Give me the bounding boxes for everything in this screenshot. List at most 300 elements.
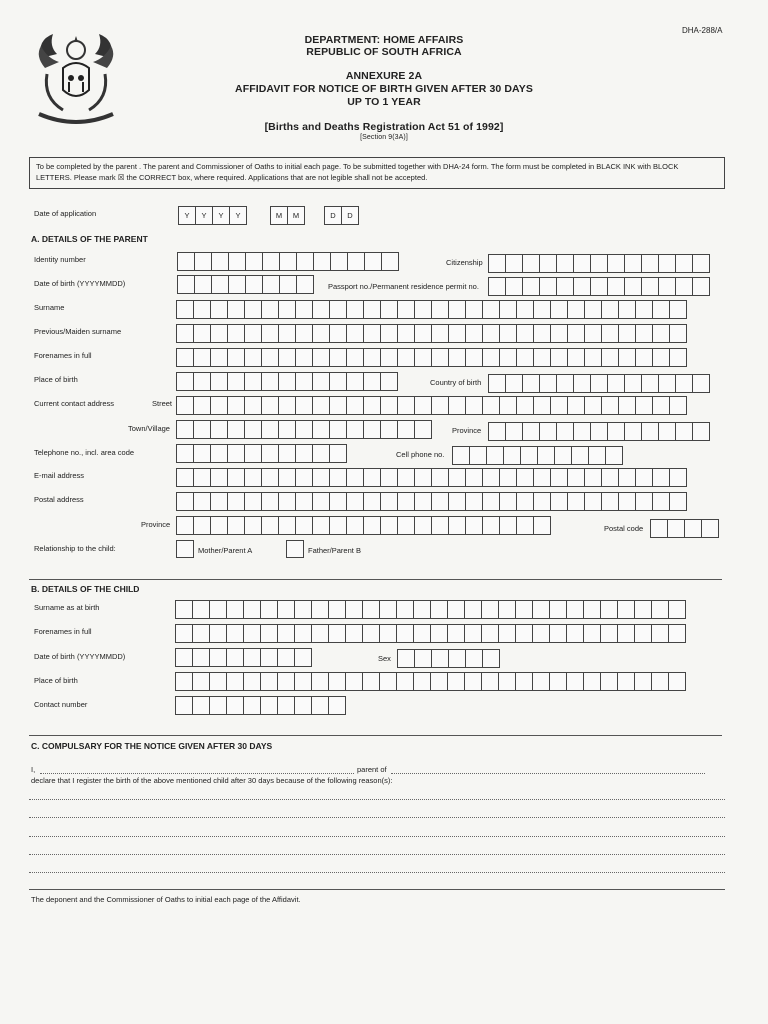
char-box[interactable]: [294, 648, 312, 667]
char-box[interactable]: [675, 254, 693, 273]
char-box[interactable]: [635, 348, 653, 367]
char-box[interactable]: [505, 277, 523, 296]
char-box[interactable]: [210, 324, 228, 343]
char-box[interactable]: [227, 468, 245, 487]
char-box[interactable]: [176, 348, 194, 367]
char-box[interactable]: [329, 300, 347, 319]
char-box[interactable]: [209, 624, 227, 643]
char-box[interactable]: [515, 672, 533, 691]
char-box[interactable]: [624, 277, 642, 296]
char-box[interactable]: [607, 254, 625, 273]
char-box[interactable]: [362, 600, 380, 619]
char-box[interactable]: [590, 422, 608, 441]
char-box[interactable]: [431, 324, 449, 343]
char-box[interactable]: [243, 624, 261, 643]
char-box[interactable]: [675, 277, 693, 296]
char-box[interactable]: [430, 672, 448, 691]
char-box[interactable]: [244, 396, 262, 415]
char-box[interactable]: [243, 600, 261, 619]
char-box[interactable]: [465, 396, 483, 415]
reason-line[interactable]: [29, 854, 725, 855]
char-box[interactable]: [516, 468, 534, 487]
char-box[interactable]: [363, 492, 381, 511]
child-forenames-boxes[interactable]: [175, 624, 686, 643]
char-box[interactable]: [311, 696, 329, 715]
char-box[interactable]: [209, 600, 227, 619]
char-box[interactable]: [193, 444, 211, 463]
char-box[interactable]: [482, 324, 500, 343]
char-box[interactable]: [505, 422, 523, 441]
char-box[interactable]: [600, 672, 618, 691]
char-box[interactable]: [295, 372, 313, 391]
char-box[interactable]: [211, 252, 229, 271]
char-box[interactable]: [481, 600, 499, 619]
char-box[interactable]: [692, 277, 710, 296]
char-box[interactable]: [600, 600, 618, 619]
char-box[interactable]: [651, 600, 669, 619]
char-box[interactable]: [635, 300, 653, 319]
char-box[interactable]: [499, 396, 517, 415]
char-box[interactable]: [601, 396, 619, 415]
char-box[interactable]: [669, 324, 687, 343]
char-box[interactable]: [550, 468, 568, 487]
char-box[interactable]: [346, 348, 364, 367]
char-box[interactable]: [193, 372, 211, 391]
char-box[interactable]: [312, 396, 330, 415]
char-box[interactable]: [245, 275, 263, 294]
char-box[interactable]: [431, 348, 449, 367]
char-box[interactable]: [363, 300, 381, 319]
char-box[interactable]: [549, 672, 567, 691]
char-box[interactable]: [311, 600, 329, 619]
char-box[interactable]: [465, 468, 483, 487]
char-box[interactable]: [550, 396, 568, 415]
char-box[interactable]: [567, 300, 585, 319]
char-box[interactable]: [278, 324, 296, 343]
char-box[interactable]: [380, 348, 398, 367]
day-cell[interactable]: D: [324, 206, 342, 225]
char-box[interactable]: [328, 624, 346, 643]
char-box[interactable]: [277, 600, 295, 619]
char-box[interactable]: [701, 519, 719, 538]
char-box[interactable]: [175, 648, 193, 667]
char-box[interactable]: [380, 468, 398, 487]
char-box[interactable]: [498, 600, 516, 619]
char-box[interactable]: [380, 516, 398, 535]
char-box[interactable]: [549, 624, 567, 643]
char-box[interactable]: [210, 492, 228, 511]
char-box[interactable]: [481, 624, 499, 643]
char-box[interactable]: [567, 492, 585, 511]
char-box[interactable]: [482, 649, 500, 668]
char-box[interactable]: [607, 277, 625, 296]
char-box[interactable]: [539, 254, 557, 273]
father-checkbox[interactable]: [286, 540, 304, 558]
postal-code-boxes[interactable]: [650, 519, 719, 538]
char-box[interactable]: [448, 492, 466, 511]
char-box[interactable]: [668, 600, 686, 619]
char-box[interactable]: [192, 672, 210, 691]
char-box[interactable]: [533, 300, 551, 319]
char-box[interactable]: [211, 275, 229, 294]
char-box[interactable]: [452, 446, 470, 465]
char-box[interactable]: [488, 254, 506, 273]
char-box[interactable]: [588, 446, 606, 465]
char-box[interactable]: [567, 348, 585, 367]
child-dob-boxes[interactable]: [175, 648, 312, 667]
char-box[interactable]: [260, 696, 278, 715]
char-box[interactable]: [584, 468, 602, 487]
char-box[interactable]: [652, 324, 670, 343]
char-box[interactable]: [566, 600, 584, 619]
char-box[interactable]: [499, 324, 517, 343]
char-box[interactable]: [362, 672, 380, 691]
char-box[interactable]: [515, 624, 533, 643]
char-box[interactable]: [226, 672, 244, 691]
char-box[interactable]: [584, 492, 602, 511]
char-box[interactable]: [635, 468, 653, 487]
char-box[interactable]: [675, 374, 693, 393]
char-box[interactable]: [503, 446, 521, 465]
char-box[interactable]: [516, 348, 534, 367]
char-box[interactable]: [550, 348, 568, 367]
char-box[interactable]: [431, 516, 449, 535]
char-box[interactable]: [430, 624, 448, 643]
char-box[interactable]: [533, 516, 551, 535]
char-box[interactable]: [362, 624, 380, 643]
char-box[interactable]: [261, 444, 279, 463]
char-box[interactable]: [573, 422, 591, 441]
char-box[interactable]: [345, 600, 363, 619]
char-box[interactable]: [505, 254, 523, 273]
char-box[interactable]: [567, 468, 585, 487]
char-box[interactable]: [210, 420, 228, 439]
char-box[interactable]: [397, 468, 415, 487]
char-box[interactable]: [641, 422, 659, 441]
char-box[interactable]: [176, 420, 194, 439]
char-box[interactable]: [227, 492, 245, 511]
char-box[interactable]: [692, 374, 710, 393]
char-box[interactable]: [414, 420, 432, 439]
char-box[interactable]: [516, 396, 534, 415]
char-box[interactable]: [261, 300, 279, 319]
char-box[interactable]: [556, 422, 574, 441]
char-box[interactable]: [244, 300, 262, 319]
char-box[interactable]: [260, 672, 278, 691]
char-box[interactable]: [601, 324, 619, 343]
char-box[interactable]: [414, 300, 432, 319]
char-box[interactable]: [227, 372, 245, 391]
char-box[interactable]: [396, 624, 414, 643]
char-box[interactable]: [413, 600, 431, 619]
char-box[interactable]: [634, 672, 652, 691]
char-box[interactable]: [328, 600, 346, 619]
char-box[interactable]: [194, 252, 212, 271]
char-box[interactable]: [295, 348, 313, 367]
char-box[interactable]: [244, 348, 262, 367]
char-box[interactable]: [488, 422, 506, 441]
char-box[interactable]: [346, 396, 364, 415]
child-pob-boxes[interactable]: [175, 672, 686, 691]
char-box[interactable]: [618, 492, 636, 511]
char-box[interactable]: [667, 519, 685, 538]
char-box[interactable]: [210, 300, 228, 319]
reason-line[interactable]: [29, 817, 725, 818]
char-box[interactable]: [464, 672, 482, 691]
char-box[interactable]: [261, 396, 279, 415]
char-box[interactable]: [499, 492, 517, 511]
char-box[interactable]: [515, 600, 533, 619]
char-box[interactable]: [296, 275, 314, 294]
char-box[interactable]: [227, 420, 245, 439]
char-box[interactable]: [363, 516, 381, 535]
char-box[interactable]: [380, 324, 398, 343]
char-box[interactable]: [447, 672, 465, 691]
month-cell[interactable]: M: [270, 206, 288, 225]
town-boxes[interactable]: [176, 420, 432, 439]
char-box[interactable]: [175, 624, 193, 643]
char-box[interactable]: [641, 374, 659, 393]
char-box[interactable]: [278, 420, 296, 439]
char-box[interactable]: [329, 420, 347, 439]
char-box[interactable]: [396, 600, 414, 619]
char-box[interactable]: [652, 468, 670, 487]
char-box[interactable]: [431, 468, 449, 487]
char-box[interactable]: [329, 396, 347, 415]
char-box[interactable]: [176, 396, 194, 415]
reason-line[interactable]: [29, 836, 725, 837]
char-box[interactable]: [312, 372, 330, 391]
char-box[interactable]: [584, 324, 602, 343]
parent-forenames-boxes[interactable]: [176, 348, 687, 367]
citizenship-boxes[interactable]: [488, 254, 710, 273]
month-cell[interactable]: M: [287, 206, 305, 225]
char-box[interactable]: [278, 516, 296, 535]
year-cell[interactable]: Y: [195, 206, 213, 225]
char-box[interactable]: [226, 624, 244, 643]
char-box[interactable]: [397, 300, 415, 319]
char-box[interactable]: [192, 600, 210, 619]
char-box[interactable]: [414, 324, 432, 343]
char-box[interactable]: [641, 277, 659, 296]
char-box[interactable]: [505, 374, 523, 393]
telephone-boxes[interactable]: [176, 444, 347, 463]
char-box[interactable]: [635, 324, 653, 343]
char-box[interactable]: [346, 468, 364, 487]
char-box[interactable]: [448, 649, 466, 668]
parent-surname-boxes[interactable]: [176, 300, 687, 319]
char-box[interactable]: [295, 420, 313, 439]
char-box[interactable]: [260, 600, 278, 619]
char-box[interactable]: [486, 446, 504, 465]
char-box[interactable]: [346, 492, 364, 511]
char-box[interactable]: [556, 374, 574, 393]
passport-boxes[interactable]: [488, 277, 710, 296]
char-box[interactable]: [618, 468, 636, 487]
char-box[interactable]: [532, 624, 550, 643]
char-box[interactable]: [397, 348, 415, 367]
char-box[interactable]: [447, 600, 465, 619]
char-box[interactable]: [244, 444, 262, 463]
char-box[interactable]: [228, 275, 246, 294]
char-box[interactable]: [658, 277, 676, 296]
char-box[interactable]: [499, 348, 517, 367]
char-box[interactable]: [243, 648, 261, 667]
char-box[interactable]: [414, 649, 432, 668]
char-box[interactable]: [573, 277, 591, 296]
char-box[interactable]: [465, 516, 483, 535]
char-box[interactable]: [175, 672, 193, 691]
char-box[interactable]: [652, 348, 670, 367]
char-box[interactable]: [244, 516, 262, 535]
char-box[interactable]: [295, 396, 313, 415]
char-box[interactable]: [227, 324, 245, 343]
char-box[interactable]: [499, 468, 517, 487]
char-box[interactable]: [669, 300, 687, 319]
char-box[interactable]: [448, 396, 466, 415]
char-box[interactable]: [600, 624, 618, 643]
char-box[interactable]: [584, 348, 602, 367]
char-box[interactable]: [533, 324, 551, 343]
char-box[interactable]: [210, 468, 228, 487]
parent-dob-boxes[interactable]: [177, 275, 314, 294]
char-box[interactable]: [516, 492, 534, 511]
char-box[interactable]: [363, 372, 381, 391]
char-box[interactable]: [482, 468, 500, 487]
char-box[interactable]: [499, 516, 517, 535]
char-box[interactable]: [675, 422, 693, 441]
char-box[interactable]: [193, 516, 211, 535]
year-cell[interactable]: Y: [229, 206, 247, 225]
char-box[interactable]: [312, 420, 330, 439]
char-box[interactable]: [277, 624, 295, 643]
char-box[interactable]: [379, 600, 397, 619]
char-box[interactable]: [668, 624, 686, 643]
char-box[interactable]: [516, 300, 534, 319]
char-box[interactable]: [692, 254, 710, 273]
char-box[interactable]: [397, 649, 415, 668]
char-box[interactable]: [277, 696, 295, 715]
char-box[interactable]: [193, 492, 211, 511]
application-month-boxes[interactable]: [270, 206, 305, 225]
application-day-boxes[interactable]: [324, 206, 359, 225]
char-box[interactable]: [176, 492, 194, 511]
char-box[interactable]: [278, 300, 296, 319]
char-box[interactable]: [448, 300, 466, 319]
char-box[interactable]: [277, 672, 295, 691]
char-box[interactable]: [607, 374, 625, 393]
char-box[interactable]: [617, 624, 635, 643]
char-box[interactable]: [176, 324, 194, 343]
char-box[interactable]: [414, 516, 432, 535]
char-box[interactable]: [227, 348, 245, 367]
char-box[interactable]: [278, 372, 296, 391]
char-box[interactable]: [590, 374, 608, 393]
char-box[interactable]: [176, 468, 194, 487]
char-box[interactable]: [550, 492, 568, 511]
char-box[interactable]: [363, 468, 381, 487]
char-box[interactable]: [550, 300, 568, 319]
char-box[interactable]: [227, 516, 245, 535]
char-box[interactable]: [533, 348, 551, 367]
char-box[interactable]: [482, 492, 500, 511]
char-box[interactable]: [601, 492, 619, 511]
char-box[interactable]: [669, 468, 687, 487]
char-box[interactable]: [245, 252, 263, 271]
char-box[interactable]: [431, 492, 449, 511]
char-box[interactable]: [397, 420, 415, 439]
char-box[interactable]: [567, 396, 585, 415]
char-box[interactable]: [431, 300, 449, 319]
char-box[interactable]: [313, 252, 331, 271]
char-box[interactable]: [226, 648, 244, 667]
char-box[interactable]: [330, 252, 348, 271]
char-box[interactable]: [175, 696, 193, 715]
char-box[interactable]: [176, 300, 194, 319]
char-box[interactable]: [347, 252, 365, 271]
char-box[interactable]: [244, 372, 262, 391]
char-box[interactable]: [328, 672, 346, 691]
char-box[interactable]: [312, 324, 330, 343]
char-box[interactable]: [397, 324, 415, 343]
char-box[interactable]: [243, 696, 261, 715]
char-box[interactable]: [295, 300, 313, 319]
char-box[interactable]: [624, 254, 642, 273]
char-box[interactable]: [194, 275, 212, 294]
char-box[interactable]: [244, 468, 262, 487]
char-box[interactable]: [414, 492, 432, 511]
char-box[interactable]: [617, 672, 635, 691]
char-box[interactable]: [533, 396, 551, 415]
char-box[interactable]: [295, 444, 313, 463]
char-box[interactable]: [584, 396, 602, 415]
char-box[interactable]: [363, 420, 381, 439]
char-box[interactable]: [278, 348, 296, 367]
char-box[interactable]: [295, 324, 313, 343]
char-box[interactable]: [516, 324, 534, 343]
char-box[interactable]: [566, 672, 584, 691]
char-box[interactable]: [516, 516, 534, 535]
char-box[interactable]: [652, 396, 670, 415]
char-box[interactable]: [522, 254, 540, 273]
char-box[interactable]: [413, 672, 431, 691]
char-box[interactable]: [177, 252, 195, 271]
char-box[interactable]: [363, 396, 381, 415]
day-cell[interactable]: D: [341, 206, 359, 225]
char-box[interactable]: [346, 324, 364, 343]
char-box[interactable]: [465, 492, 483, 511]
char-box[interactable]: [498, 672, 516, 691]
char-box[interactable]: [567, 324, 585, 343]
char-box[interactable]: [193, 324, 211, 343]
child-surname-boxes[interactable]: [175, 600, 686, 619]
country-of-birth-boxes[interactable]: [488, 374, 710, 393]
char-box[interactable]: [311, 624, 329, 643]
char-box[interactable]: [296, 252, 314, 271]
char-box[interactable]: [278, 492, 296, 511]
postal-province-boxes[interactable]: [176, 516, 551, 535]
char-box[interactable]: [430, 600, 448, 619]
char-box[interactable]: [482, 396, 500, 415]
char-box[interactable]: [312, 444, 330, 463]
char-box[interactable]: [414, 348, 432, 367]
char-box[interactable]: [583, 600, 601, 619]
char-box[interactable]: [590, 277, 608, 296]
year-cell[interactable]: Y: [212, 206, 230, 225]
char-box[interactable]: [522, 422, 540, 441]
char-box[interactable]: [261, 492, 279, 511]
char-box[interactable]: [192, 624, 210, 643]
